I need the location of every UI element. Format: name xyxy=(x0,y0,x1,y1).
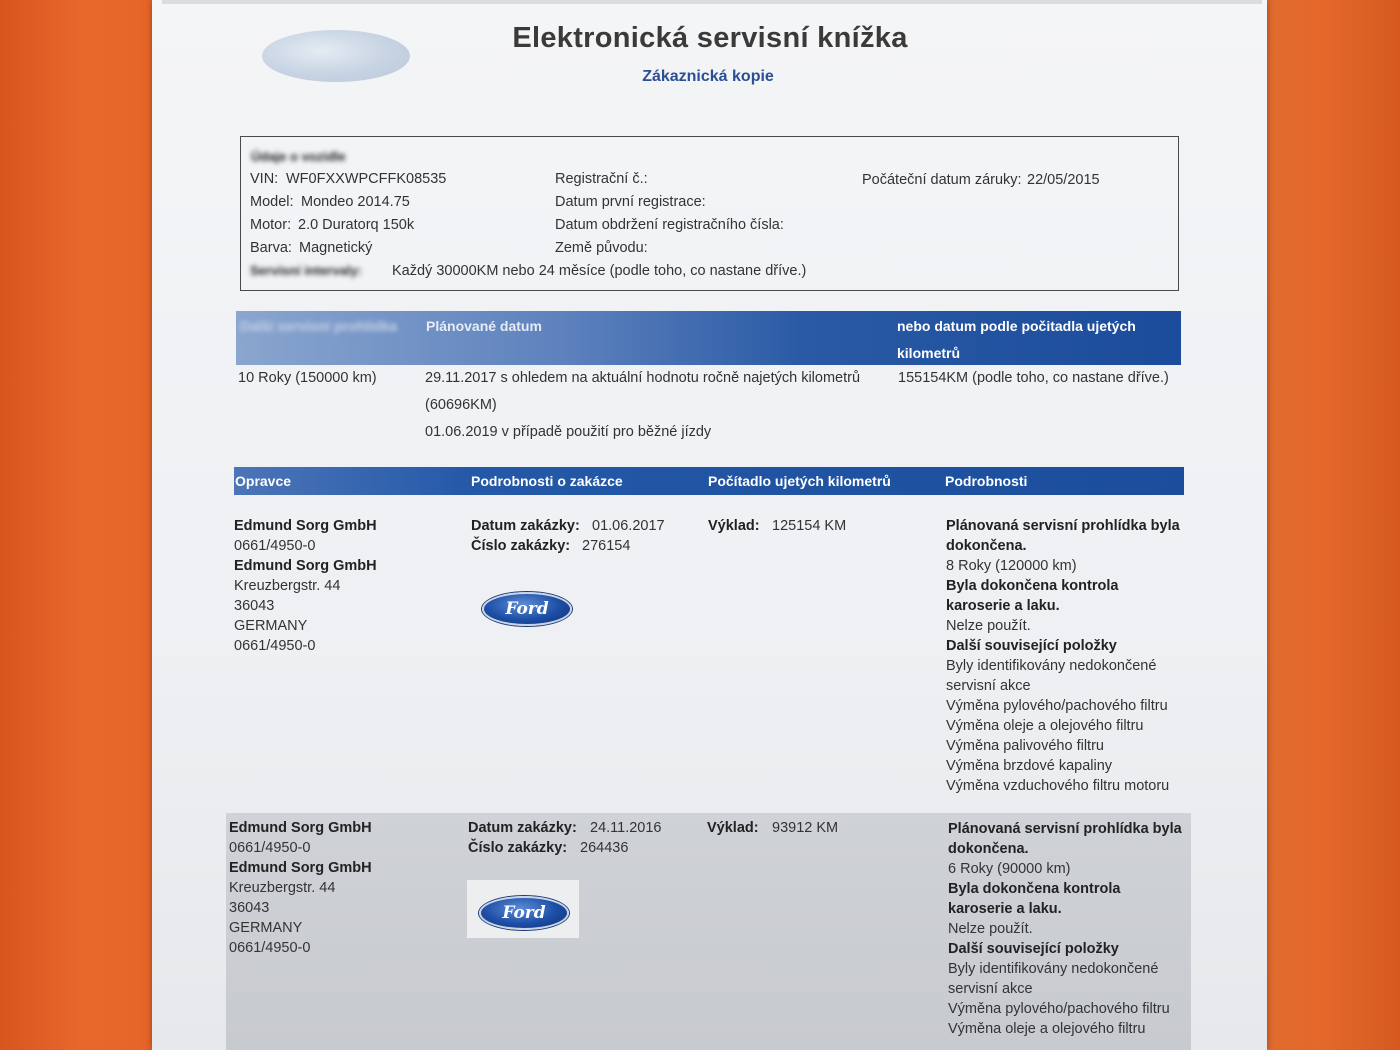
interval-value: Každý 30000KM nebo 24 měsíce (podle toho, co nastane dříve.) xyxy=(392,263,807,279)
history-entry-1-details xyxy=(946,516,1180,796)
repairer-name: Edmund Sorg GmbH xyxy=(234,518,377,534)
detail-line: Další související položky xyxy=(946,638,1117,654)
detail-line: karoserie a laku. xyxy=(948,901,1062,917)
order-date-label: Datum zakázky: xyxy=(468,820,577,836)
detail-line: Výměna pylového/pachového filtru xyxy=(948,1001,1170,1017)
vin-value: WF0FXXWPCFFK08535 xyxy=(286,171,447,187)
order-date-value: 24.11.2016 xyxy=(590,820,662,836)
history-entry-2-details xyxy=(948,819,1182,1039)
repairer-phone: 0661/4950-0 xyxy=(229,840,311,856)
odometer-col-header: nebo datum podle počitadla ujetých xyxy=(897,318,1136,334)
detail-line: Nelze použít. xyxy=(946,618,1031,634)
page-edge xyxy=(162,0,1262,4)
planned-date-line3: 01.06.2019 v případě použití pro běžné jízdy xyxy=(425,424,712,440)
detail-line: 8 Roky (120000 km) xyxy=(946,558,1077,574)
repairer-country: GERMANY xyxy=(229,920,303,936)
history-entry-2-repairer xyxy=(229,818,372,958)
repairer-phone: 0661/4950-0 xyxy=(229,940,311,956)
repairer-country: GERMANY xyxy=(234,618,308,634)
desk-surface-right xyxy=(1265,0,1400,1050)
detail-line: Byly identifikovány nedokončené xyxy=(946,658,1157,674)
interval-label: Servisní intervaly: xyxy=(250,263,362,278)
repairer-name: Edmund Sorg GmbH xyxy=(229,860,372,876)
order-details-col-header: Podrobnosti o zakázce xyxy=(471,473,623,489)
repairer-zip: 36043 xyxy=(234,598,275,614)
detail-line: Byly identifikovány nedokončené xyxy=(948,961,1159,977)
detail-line: Další související položky xyxy=(948,941,1119,957)
odometer-col-header-line2: kilometrů xyxy=(897,345,961,361)
planned-date-line1: 29.11.2017 s ohledem na aktuální hodnotu ročně najetých kilometrů xyxy=(425,370,861,386)
detail-line: dokončena. xyxy=(946,538,1027,554)
history-entry-1-repairer xyxy=(234,516,377,656)
km-reading-label: Výklad: xyxy=(708,518,760,534)
detail-line: karoserie a laku. xyxy=(946,598,1060,614)
detail-line: 6 Roky (90000 km) xyxy=(948,861,1071,877)
order-number-value: 264436 xyxy=(580,840,629,856)
repairer-phone: 0661/4950-0 xyxy=(234,638,316,654)
repairer-street: Kreuzbergstr. 44 xyxy=(234,578,341,594)
detail-line: Výměna oleje a olejového filtru xyxy=(946,718,1144,734)
motor-value: 2.0 Duratorq 150k xyxy=(298,217,415,233)
detail-line: Byla dokončena kontrola xyxy=(946,578,1119,594)
country-label: Země původu: xyxy=(555,240,648,256)
next-service-header xyxy=(236,311,1181,365)
detail-line: Nelze použít. xyxy=(948,921,1033,937)
repairer-name: Edmund Sorg GmbH xyxy=(229,820,372,836)
next-service-odometer: 155154KM (podle toho, co nastane dříve.) xyxy=(898,370,1169,386)
order-date-value: 01.06.2017 xyxy=(592,518,665,534)
detail-line: Výměna palivového filtru xyxy=(946,738,1104,754)
next-service-col-header: Další servisní prohlídka xyxy=(240,318,398,334)
detail-line: Výměna vzduchového filtru motoru xyxy=(946,778,1170,794)
repairer-zip: 36043 xyxy=(229,900,270,916)
planned-date-line2: (60696KM) xyxy=(425,397,497,413)
detail-line: Výměna pylového/pachového filtru xyxy=(946,698,1168,714)
detail-line: dokončena. xyxy=(948,841,1029,857)
warranty-label: Počáteční datum záruky: xyxy=(862,172,1022,188)
ford-watermark-logo xyxy=(262,30,410,82)
history-header xyxy=(234,467,1184,495)
repairer-name: Edmund Sorg GmbH xyxy=(234,558,377,574)
first-registration-label: Datum první registrace: xyxy=(555,194,706,210)
detail-line: Byla dokončena kontrola xyxy=(948,881,1121,897)
registration-label: Registrační č.: xyxy=(555,171,648,187)
detail-line: Výměna brzdové kapaliny xyxy=(946,758,1113,774)
km-col-header: Počítadlo ujetých kilometrů xyxy=(708,473,891,489)
ford-logo: Ford xyxy=(479,896,569,930)
km-reading-label: Výklad: xyxy=(707,820,759,836)
detail-line: Plánovaná servisní prohlídka byla xyxy=(946,518,1180,534)
detail-line: servisní akce xyxy=(946,678,1031,694)
planned-date-col-header: Plánované datum xyxy=(426,318,542,334)
km-reading-value: 93912 KM xyxy=(772,820,839,836)
color-value: Magnetický xyxy=(299,240,373,256)
repairer-street: Kreuzbergstr. 44 xyxy=(229,880,336,896)
repairer-col-header: Opravce xyxy=(235,473,292,489)
order-number-label: Číslo zakázky: xyxy=(471,538,571,554)
ford-logo: Ford xyxy=(482,592,572,626)
km-reading-value: 125154 KM xyxy=(772,518,847,534)
vehicle-section-title: Údaje o vozidle xyxy=(251,149,346,164)
details-col-header: Podrobnosti xyxy=(945,473,1028,489)
warranty-date: 22/05/2015 xyxy=(1027,172,1100,188)
detail-line: Plánovaná servisní prohlídka byla xyxy=(948,821,1182,837)
page-subtitle: Zákaznická kopie xyxy=(642,68,774,85)
next-service-period: 10 Roky (150000 km) xyxy=(238,370,377,386)
order-date-label: Datum zakázky: xyxy=(471,518,580,534)
model-value: Mondeo 2014.75 xyxy=(301,194,410,210)
order-number-label: Číslo zakázky: xyxy=(468,840,568,856)
vin-label: VIN: xyxy=(250,171,279,187)
detail-line: servisní akce xyxy=(948,981,1033,997)
registration-received-label: Datum obdržení registračního čísla: xyxy=(555,217,784,233)
motor-label: Motor: xyxy=(250,217,292,233)
repairer-phone: 0661/4950-0 xyxy=(234,538,316,554)
color-label: Barva: xyxy=(250,240,292,256)
model-label: Model: xyxy=(250,194,294,210)
page-title: Elektronická servisní knížka xyxy=(512,22,908,54)
order-number-value: 276154 xyxy=(582,538,631,554)
detail-line: Výměna oleje a olejového filtru xyxy=(948,1021,1146,1037)
